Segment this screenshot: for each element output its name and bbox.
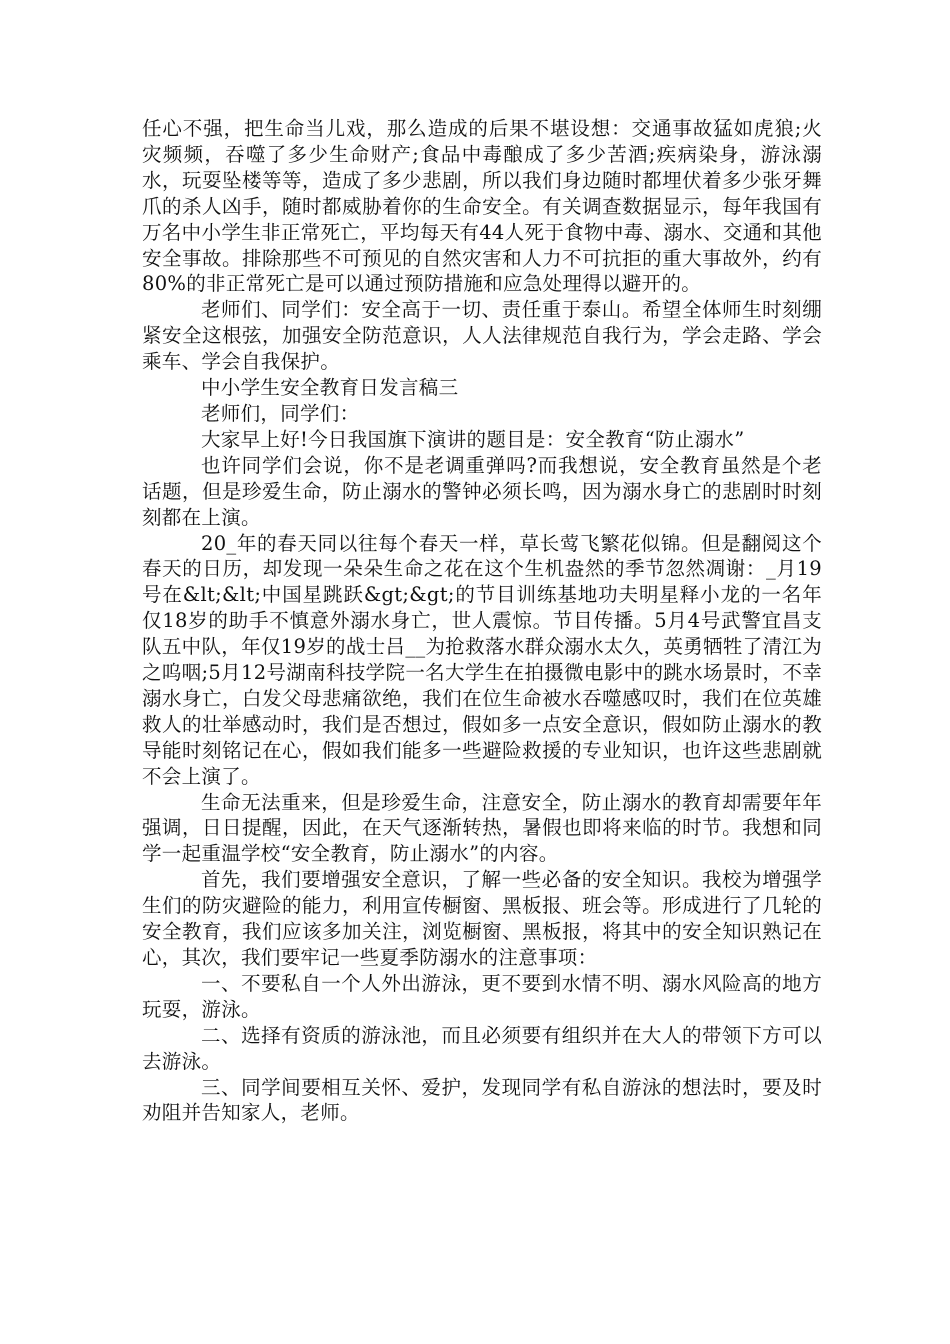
salutation: 老师们，同学们： [201,401,360,425]
list-item-3: 三、同学间要相互关怀、爱护，发现同学有私自游泳的想法时，要及时劝阻并告知家人，老师。 [142,1075,822,1125]
paragraph-6: 20_年的春天同以往每个春天一样，草长莺飞繁花似锦。但是翻阅这个春天的日历，却发现一朵朵生命之花在这个生机盎然的季节忽然凋谢：_月19号在&lt;&lt;中国星跳跃&gt;&gt;的节目训练基地功夫明星释小龙的一名年仅18岁的助手不慎意外溺水身亡，世人震惊。节目传播。5月4号武警宜昌支队五中队，年仅19岁的战士吕__为抢救落水群众溺水太久，英勇牺牲了清江为之呜咽;5月12号湖南科技学院一名大学生在拍摄微电影中的跳水场景时，不幸溺水身亡，白发父母悲痛欲绝，我们在位生命被水吞噬感叹时，我们在位英雄救人的壮举感动时，我们是否想过，假如多一点安全意识，假如防止溺水的教导能时刻铭记在心，假如我们能多一些避险救援的专业知识，也许这些悲剧就不会上演了。 [142,531,822,788]
paragraph-5: 也许同学们会说，你不是老调重弹吗?而我想说，安全教育虽然是个老话题，但是珍爱生命，防止溺水的警钟必须长鸣，因为溺水身亡的悲剧时时刻刻都在上演。 [142,453,822,529]
paragraph-8: 首先，我们要增强安全意识，了解一些必备的安全知识。我校为增强学生们的防灾避险的能力，利用宣传橱窗、黑板报、班会等。形成进行了几轮的安全教育，我们应该多加关注，浏览橱窗、黑板报，将其中的安全知识熟记在心，其次，我们要牢记一些夏季防溺水的注意事项： [142,868,822,969]
list-item-2: 二、选择有资质的游泳池，而且必须要有组织并在大人的带领下方可以去游泳。 [142,1023,822,1073]
paragraph-2: 老师们、同学们：安全高于一切、责任重于泰山。希望全体师生时刻绷紧安全这根弦，加强安全防范意识，人人法律规范自我行为，学会走路、学会乘车、学会自我保护。 [142,298,822,374]
paragraph-1: 任心不强，把生命当儿戏，那么造成的后果不堪设想：交通事故猛如虎狼;火灾频频，吞噬了多少生命财产;食品中毒酿成了多少苦酒;疾病染身，游泳溺水，玩耍坠楼等等，造成了多少悲剧，所以我们身边随时都埋伏着多少张牙舞爪的杀人凶手，随时都威胁着你的生命安全。有关调查数据显示，每年我国有万名中小学生非正常死亡，平均每天有44人死于食物中毒、溺水、交通和其他安全事故。排除那些不可预见的自然灾害和人力不可抗拒的重大事故外，约有80%的非正常死亡是可以通过预防措施和应急处理得以避开的。 [142,117,822,296]
list-item-1: 一、不要私自一个人外出游泳，更不要到水情不明、溺水风险高的地方玩耍，游泳。 [142,971,822,1021]
section-heading: 中小学生安全教育日发言稿三 [201,376,459,400]
paragraph-7: 生命无法重来，但是珍爱生命，注意安全，防止溺水的教育却需要年年强调，日日提醒，因此，在天气逐渐转热，暑假也即将来临的时节。我想和同学一起重温学校“安全教育，防止溺水”的内容。 [142,790,822,866]
paragraph-greeting: 大家早上好!今日我国旗下演讲的题目是：安全教育“防止溺水” [201,427,745,451]
document-page [142,116,822,1126]
